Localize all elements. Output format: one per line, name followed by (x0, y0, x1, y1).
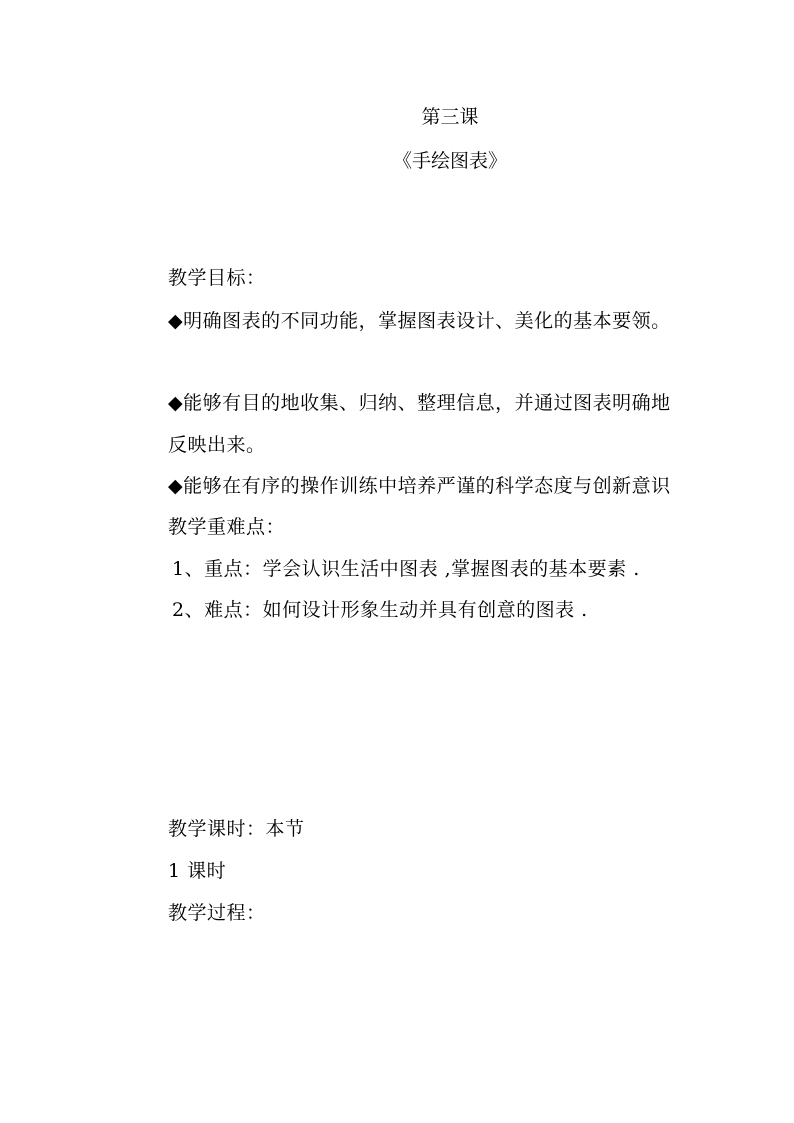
objective-item-2-line-1: ◆能够有目的地收集、归纳、整理信息，并通过图表明确地 (168, 392, 671, 414)
objective-item-2-line-2: 反映出来。 (168, 434, 266, 456)
objective-item-1: ◆明确图表的不同功能，掌握图表设计、美化的基本要领。 (168, 310, 671, 332)
class-hours-value: 1 课时 (168, 860, 227, 882)
process-heading: 教学过程： (168, 902, 266, 924)
objective-item-3: ◆能够在有序的操作训练中培养严谨的科学态度与创新意识 (168, 475, 671, 497)
key-point-2: 2、难点：如何设计形象生动并具有创意的图表 . (172, 599, 588, 621)
objectives-heading: 教学目标： (168, 267, 266, 289)
lesson-subtitle: 《手绘图表》 (392, 150, 507, 172)
key-point-1: 1、重点：学会认识生活中图表 ,掌握图表的基本要素 . (172, 558, 640, 580)
lesson-title: 第三课 (421, 106, 479, 128)
key-points-heading: 教学重难点： (168, 516, 286, 538)
class-hours-label: 教学课时：本节 (168, 818, 305, 840)
